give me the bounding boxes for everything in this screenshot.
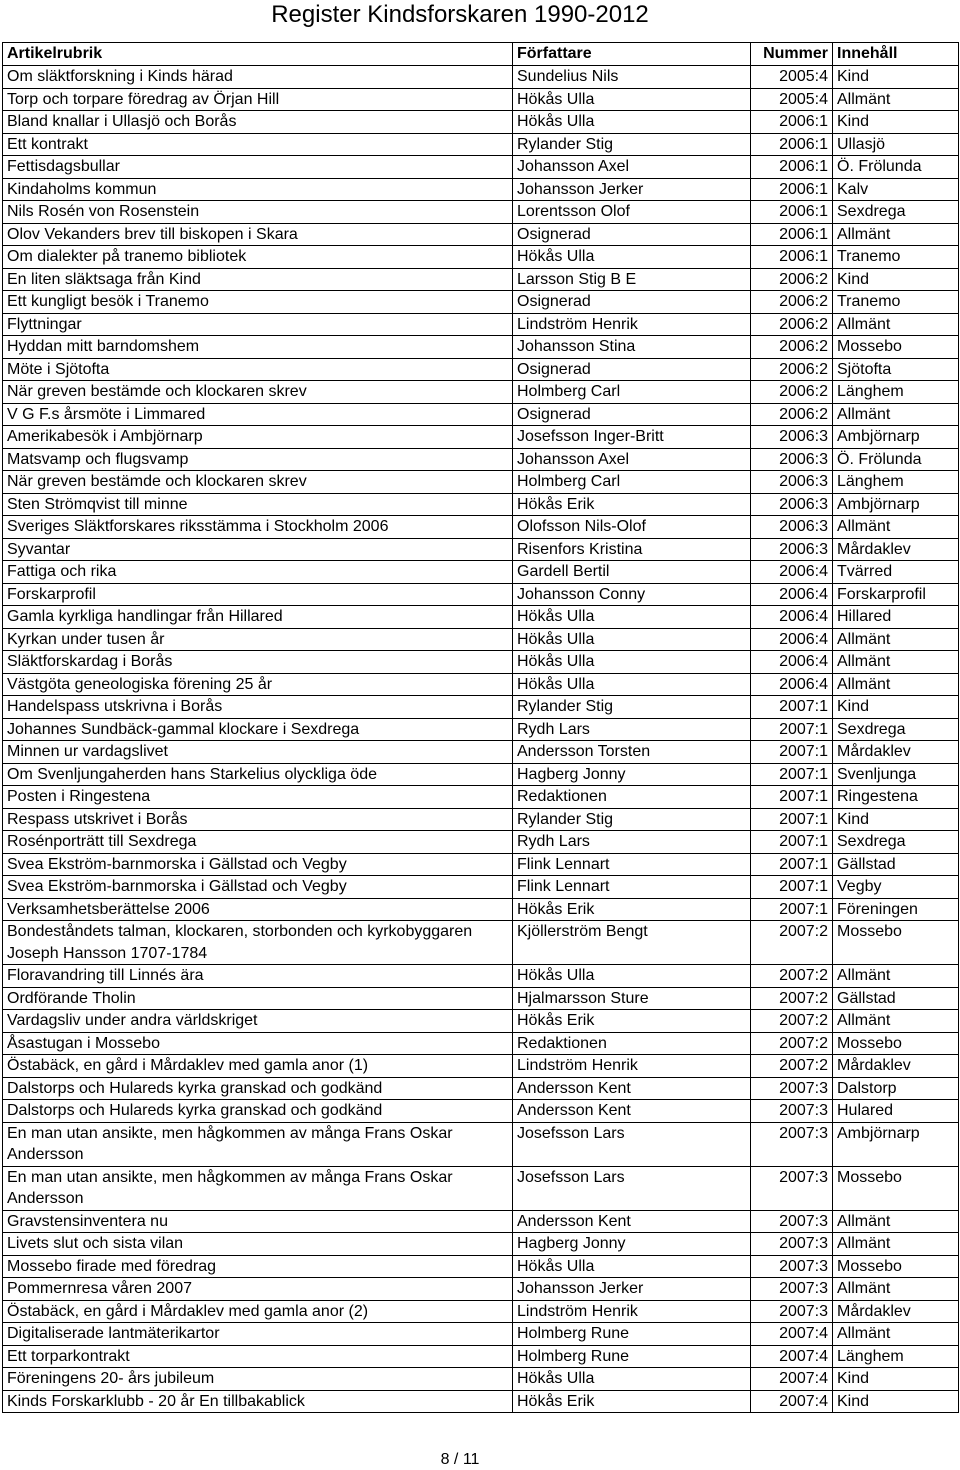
cell-forfattare: Johansson Stina [513, 336, 751, 359]
cell-artikelrubrik: När greven bestämde och klockaren skrev [3, 381, 513, 404]
cell-artikelrubrik: Johannes Sundbäck-gammal klockare i Sexdrega [3, 718, 513, 741]
cell-nummer: 2006:2 [751, 291, 833, 314]
table-row [3, 223, 959, 246]
table-row [3, 1323, 959, 1346]
cell-forfattare: Osignerad [513, 223, 751, 246]
cell-artikelrubrik: Flyttningar [3, 313, 513, 336]
cell-forfattare: Johansson Jerker [513, 178, 751, 201]
cell-innehall: Kind [833, 268, 959, 291]
cell-nummer: 2007:1 [751, 763, 833, 786]
cell-innehall: Länghem [833, 1345, 959, 1368]
cell-artikelrubrik: Verksamhetsberättelse 2006 [3, 898, 513, 921]
cell-innehall: Hulared [833, 1100, 959, 1123]
table-row [3, 313, 959, 336]
cell-innehall: Sexdrega [833, 201, 959, 224]
table-row [3, 66, 959, 89]
cell-nummer: 2007:4 [751, 1390, 833, 1413]
cell-forfattare: Josefsson Inger-Britt [513, 426, 751, 449]
cell-innehall: Allmänt [833, 1323, 959, 1346]
cell-artikelrubrik: Ett torparkontrakt [3, 1345, 513, 1368]
cell-nummer: 2006:4 [751, 628, 833, 651]
cell-artikelrubrik: Svea Ekström-barnmorska i Gällstad och Vegby [3, 876, 513, 899]
table-row [3, 1077, 959, 1100]
cell-artikelrubrik: Pommernresa våren 2007 [3, 1278, 513, 1301]
cell-nummer: 2007:4 [751, 1368, 833, 1391]
cell-forfattare: Hagberg Jonny [513, 763, 751, 786]
cell-forfattare: Hökås Ulla [513, 1255, 751, 1278]
cell-forfattare: Rydh Lars [513, 831, 751, 854]
cell-artikelrubrik: Möte i Sjötofta [3, 358, 513, 381]
cell-innehall: Ambjörnarp [833, 426, 959, 449]
cell-artikelrubrik: Västgöta geneologiska förening 25 år [3, 673, 513, 696]
cell-nummer: 2007:3 [751, 1300, 833, 1323]
table-row [3, 1166, 959, 1210]
cell-forfattare: Andersson Kent [513, 1210, 751, 1233]
table-row [3, 1032, 959, 1055]
cell-nummer: 2007:2 [751, 921, 833, 965]
table-row [3, 88, 959, 111]
cell-innehall: Ambjörnarp [833, 493, 959, 516]
cell-nummer: 2006:1 [751, 156, 833, 179]
cell-nummer: 2006:3 [751, 538, 833, 561]
cell-innehall: Allmänt [833, 516, 959, 539]
cell-nummer: 2006:4 [751, 561, 833, 584]
cell-innehall: Tranemo [833, 246, 959, 269]
cell-nummer: 2006:2 [751, 358, 833, 381]
cell-nummer: 2006:3 [751, 426, 833, 449]
cell-nummer: 2005:4 [751, 66, 833, 89]
cell-forfattare: Hökås Ulla [513, 651, 751, 674]
header-artikelrubrik: Artikelrubrik [3, 43, 513, 66]
cell-artikelrubrik: Kindaholms kommun [3, 178, 513, 201]
cell-nummer: 2007:2 [751, 965, 833, 988]
cell-innehall: Allmänt [833, 313, 959, 336]
cell-artikelrubrik: Torp och torpare föredrag av Örjan Hill [3, 88, 513, 111]
cell-nummer: 2006:2 [751, 381, 833, 404]
table-row [3, 516, 959, 539]
cell-innehall: Kind [833, 66, 959, 89]
table-row [3, 1345, 959, 1368]
cell-artikelrubrik: Syvantar [3, 538, 513, 561]
cell-forfattare: Josefsson Lars [513, 1122, 751, 1166]
table-row [3, 268, 959, 291]
table-row [3, 673, 959, 696]
table-row [3, 1255, 959, 1278]
table-row [3, 448, 959, 471]
cell-nummer: 2007:4 [751, 1345, 833, 1368]
cell-artikelrubrik: En man utan ansikte, men hågkommen av många Frans Oskar Andersson [3, 1122, 513, 1166]
cell-forfattare: Redaktionen [513, 786, 751, 809]
table-row [3, 628, 959, 651]
cell-innehall: Mossebo [833, 1166, 959, 1210]
cell-nummer: 2006:3 [751, 471, 833, 494]
table-row [3, 1010, 959, 1033]
cell-forfattare: Lindström Henrik [513, 1300, 751, 1323]
cell-artikelrubrik: Kinds Forskarklubb - 20 år En tillbakablick [3, 1390, 513, 1413]
cell-forfattare: Hökås Ulla [513, 965, 751, 988]
cell-forfattare: Hökås Ulla [513, 246, 751, 269]
cell-nummer: 2006:4 [751, 651, 833, 674]
cell-forfattare: Olofsson Nils-Olof [513, 516, 751, 539]
cell-forfattare: Flink Lennart [513, 876, 751, 899]
cell-nummer: 2006:1 [751, 223, 833, 246]
cell-forfattare: Hökås Ulla [513, 1368, 751, 1391]
cell-artikelrubrik: Sten Strömqvist till minne [3, 493, 513, 516]
cell-nummer: 2007:1 [751, 853, 833, 876]
cell-nummer: 2006:3 [751, 448, 833, 471]
table-row [3, 1122, 959, 1166]
cell-nummer: 2006:3 [751, 516, 833, 539]
cell-artikelrubrik: Dalstorps och Hulareds kyrka granskad och godkänd [3, 1100, 513, 1123]
cell-forfattare: Kjöllerström Bengt [513, 921, 751, 965]
cell-innehall: Gällstad [833, 987, 959, 1010]
table-row [3, 1278, 959, 1301]
cell-innehall: Ullasjö [833, 133, 959, 156]
cell-artikelrubrik: Fattiga och rika [3, 561, 513, 584]
cell-artikelrubrik: Om Svenljungaherden hans Starkelius olyckliga öde [3, 763, 513, 786]
header-innehall: Innehåll [833, 43, 959, 66]
header-nummer: Nummer [751, 43, 833, 66]
cell-forfattare: Josefsson Lars [513, 1166, 751, 1210]
cell-nummer: 2007:3 [751, 1278, 833, 1301]
table-row [3, 718, 959, 741]
table-row [3, 156, 959, 179]
cell-nummer: 2006:4 [751, 583, 833, 606]
table-row [3, 786, 959, 809]
cell-forfattare: Holmberg Rune [513, 1345, 751, 1368]
cell-artikelrubrik: När greven bestämde och klockaren skrev [3, 471, 513, 494]
cell-artikelrubrik: V G F.s årsmöte i Limmared [3, 403, 513, 426]
cell-innehall: Allmänt [833, 965, 959, 988]
cell-artikelrubrik: Amerikabesök i Ambjörnarp [3, 426, 513, 449]
cell-innehall: Mårdaklev [833, 538, 959, 561]
cell-forfattare: Hagberg Jonny [513, 1233, 751, 1256]
table-row [3, 606, 959, 629]
table-row [3, 583, 959, 606]
cell-nummer: 2005:4 [751, 88, 833, 111]
cell-innehall: Allmänt [833, 223, 959, 246]
cell-forfattare: Risenfors Kristina [513, 538, 751, 561]
cell-forfattare: Andersson Torsten [513, 741, 751, 764]
cell-innehall: Föreningen [833, 898, 959, 921]
table-row [3, 471, 959, 494]
cell-innehall: Mårdaklev [833, 1055, 959, 1078]
cell-artikelrubrik: Bland knallar i Ullasjö och Borås [3, 111, 513, 134]
cell-artikelrubrik: Östabäck, en gård i Mårdaklev med gamla anor (2) [3, 1300, 513, 1323]
cell-innehall: Svenljunga [833, 763, 959, 786]
cell-artikelrubrik: Bondeståndets talman, klockaren, storbonden och kyrkobyggaren Joseph Hansson 1707-1784 [3, 921, 513, 965]
table-row [3, 561, 959, 584]
table-row [3, 853, 959, 876]
cell-innehall: Kind [833, 111, 959, 134]
cell-forfattare: Osignerad [513, 358, 751, 381]
table-row [3, 538, 959, 561]
table-row [3, 246, 959, 269]
cell-innehall: Mossebo [833, 921, 959, 965]
cell-nummer: 2007:1 [751, 786, 833, 809]
cell-forfattare: Flink Lennart [513, 853, 751, 876]
cell-innehall: Tvärred [833, 561, 959, 584]
cell-innehall: Länghem [833, 381, 959, 404]
cell-innehall: Allmänt [833, 1010, 959, 1033]
cell-forfattare: Hökås Erik [513, 1390, 751, 1413]
cell-forfattare: Larsson Stig B E [513, 268, 751, 291]
table-row [3, 358, 959, 381]
table-row [3, 808, 959, 831]
cell-innehall: Forskarprofil [833, 583, 959, 606]
cell-innehall: Allmänt [833, 1233, 959, 1256]
cell-innehall: Ö. Frölunda [833, 448, 959, 471]
cell-nummer: 2006:3 [751, 493, 833, 516]
cell-forfattare: Holmberg Rune [513, 1323, 751, 1346]
table-row [3, 987, 959, 1010]
table-row [3, 1233, 959, 1256]
cell-forfattare: Redaktionen [513, 1032, 751, 1055]
cell-innehall: Mossebo [833, 1255, 959, 1278]
cell-forfattare: Lorentsson Olof [513, 201, 751, 224]
cell-forfattare: Johansson Axel [513, 156, 751, 179]
cell-forfattare: Johansson Jerker [513, 1278, 751, 1301]
cell-artikelrubrik: Vardagsliv under andra världskriget [3, 1010, 513, 1033]
cell-artikelrubrik: Ordförande Tholin [3, 987, 513, 1010]
cell-innehall: Mossebo [833, 336, 959, 359]
cell-innehall: Allmänt [833, 651, 959, 674]
cell-forfattare: Hökås Ulla [513, 673, 751, 696]
cell-forfattare: Rylander Stig [513, 808, 751, 831]
cell-artikelrubrik: Olov Vekanders brev till biskopen i Skara [3, 223, 513, 246]
cell-innehall: Ö. Frölunda [833, 156, 959, 179]
cell-innehall: Sjötofta [833, 358, 959, 381]
cell-artikelrubrik: Svea Ekström-barnmorska i Gällstad och Vegby [3, 853, 513, 876]
cell-nummer: 2007:3 [751, 1077, 833, 1100]
cell-innehall: Ambjörnarp [833, 1122, 959, 1166]
table-row [3, 741, 959, 764]
table-row [3, 336, 959, 359]
cell-artikelrubrik: Respass utskrivet i Borås [3, 808, 513, 831]
cell-innehall: Allmänt [833, 403, 959, 426]
cell-forfattare: Osignerad [513, 403, 751, 426]
cell-artikelrubrik: Ett kungligt besök i Tranemo [3, 291, 513, 314]
cell-innehall: Mossebo [833, 1032, 959, 1055]
cell-forfattare: Rydh Lars [513, 718, 751, 741]
cell-artikelrubrik: Floravandring till Linnés ära [3, 965, 513, 988]
cell-artikelrubrik: Åsastugan i Mossebo [3, 1032, 513, 1055]
table-row [3, 696, 959, 719]
cell-artikelrubrik: Minnen ur vardagslivet [3, 741, 513, 764]
cell-nummer: 2006:1 [751, 133, 833, 156]
cell-innehall: Dalstorp [833, 1077, 959, 1100]
cell-forfattare: Hökås Erik [513, 493, 751, 516]
table-body [3, 66, 959, 1413]
cell-artikelrubrik: Ett kontrakt [3, 133, 513, 156]
table-row [3, 1100, 959, 1123]
cell-forfattare: Hökås Ulla [513, 606, 751, 629]
cell-forfattare: Hökås Erik [513, 898, 751, 921]
cell-innehall: Vegby [833, 876, 959, 899]
cell-artikelrubrik: Nils Rosén von Rosenstein [3, 201, 513, 224]
cell-artikelrubrik: Kyrkan under tusen år [3, 628, 513, 651]
cell-nummer: 2006:2 [751, 403, 833, 426]
table-row [3, 178, 959, 201]
table-row [3, 1055, 959, 1078]
cell-nummer: 2007:1 [751, 898, 833, 921]
cell-forfattare: Hökås Ulla [513, 628, 751, 651]
cell-innehall: Mårdaklev [833, 741, 959, 764]
table-row [3, 201, 959, 224]
cell-innehall: Allmänt [833, 88, 959, 111]
cell-forfattare: Gardell Bertil [513, 561, 751, 584]
cell-innehall: Tranemo [833, 291, 959, 314]
cell-artikelrubrik: Östabäck, en gård i Mårdaklev med gamla anor (1) [3, 1055, 513, 1078]
cell-nummer: 2007:4 [751, 1323, 833, 1346]
cell-forfattare: Hökås Ulla [513, 111, 751, 134]
cell-artikelrubrik: Livets slut och sista vilan [3, 1233, 513, 1256]
page-title: Register Kindsforskaren 1990-2012 [271, 1, 649, 28]
table-row [3, 291, 959, 314]
cell-nummer: 2007:2 [751, 1010, 833, 1033]
cell-nummer: 2006:1 [751, 246, 833, 269]
table-row [3, 493, 959, 516]
table-row [3, 133, 959, 156]
cell-forfattare: Holmberg Carl [513, 471, 751, 494]
header-forfattare: Författare [513, 43, 751, 66]
cell-nummer: 2007:2 [751, 1032, 833, 1055]
cell-innehall: Allmänt [833, 673, 959, 696]
cell-nummer: 2006:4 [751, 606, 833, 629]
cell-nummer: 2007:3 [751, 1255, 833, 1278]
cell-artikelrubrik: Dalstorps och Hulareds kyrka granskad och godkänd [3, 1077, 513, 1100]
cell-forfattare: Sundelius Nils [513, 66, 751, 89]
cell-innehall: Kalv [833, 178, 959, 201]
cell-nummer: 2007:1 [751, 831, 833, 854]
cell-innehall: Allmänt [833, 628, 959, 651]
cell-forfattare: Lindström Henrik [513, 1055, 751, 1078]
cell-forfattare: Rylander Stig [513, 133, 751, 156]
cell-nummer: 2006:2 [751, 268, 833, 291]
table-row [3, 426, 959, 449]
cell-artikelrubrik: Om släktforskning i Kinds härad [3, 66, 513, 89]
cell-nummer: 2006:4 [751, 673, 833, 696]
table-row [3, 921, 959, 965]
cell-nummer: 2007:1 [751, 718, 833, 741]
cell-artikelrubrik: Gamla kyrkliga handlingar från Hillared [3, 606, 513, 629]
cell-nummer: 2007:3 [751, 1166, 833, 1210]
table-row [3, 898, 959, 921]
header-row [3, 43, 959, 66]
cell-forfattare: Johansson Axel [513, 448, 751, 471]
cell-nummer: 2006:2 [751, 336, 833, 359]
cell-innehall: Kind [833, 696, 959, 719]
cell-innehall: Allmänt [833, 1278, 959, 1301]
cell-innehall: Sexdrega [833, 718, 959, 741]
cell-artikelrubrik: Gravstensinventera nu [3, 1210, 513, 1233]
cell-nummer: 2006:2 [751, 313, 833, 336]
cell-nummer: 2007:1 [751, 808, 833, 831]
cell-artikelrubrik: Sveriges Släktforskares riksstämma i Stockholm 2006 [3, 516, 513, 539]
cell-forfattare: Osignerad [513, 291, 751, 314]
cell-artikelrubrik: Digitaliserade lantmäterikartor [3, 1323, 513, 1346]
cell-nummer: 2007:3 [751, 1233, 833, 1256]
table-row [3, 831, 959, 854]
cell-nummer: 2006:1 [751, 201, 833, 224]
cell-innehall: Sexdrega [833, 831, 959, 854]
cell-innehall: Kind [833, 1368, 959, 1391]
cell-artikelrubrik: Fettisdagsbullar [3, 156, 513, 179]
cell-artikelrubrik: Rosénporträtt till Sexdrega [3, 831, 513, 854]
cell-artikelrubrik: Handelspass utskrivna i Borås [3, 696, 513, 719]
cell-nummer: 2007:1 [751, 696, 833, 719]
cell-nummer: 2006:1 [751, 178, 833, 201]
cell-innehall: Gällstad [833, 853, 959, 876]
cell-forfattare: Lindström Henrik [513, 313, 751, 336]
cell-nummer: 2007:3 [751, 1210, 833, 1233]
cell-artikelrubrik: Posten i Ringestena [3, 786, 513, 809]
cell-nummer: 2007:2 [751, 1055, 833, 1078]
cell-nummer: 2007:1 [751, 876, 833, 899]
cell-artikelrubrik: Släktforskardag i Borås [3, 651, 513, 674]
cell-innehall: Kind [833, 808, 959, 831]
cell-innehall: Länghem [833, 471, 959, 494]
table-row [3, 1210, 959, 1233]
table-row [3, 1300, 959, 1323]
page-number: 8 / 11 [440, 1451, 480, 1468]
cell-artikelrubrik: Mossebo firade med föredrag [3, 1255, 513, 1278]
cell-forfattare: Hökås Ulla [513, 88, 751, 111]
cell-nummer: 2006:1 [751, 111, 833, 134]
cell-innehall: Hillared [833, 606, 959, 629]
cell-nummer: 2007:2 [751, 987, 833, 1010]
table-row [3, 763, 959, 786]
table-row [3, 381, 959, 404]
table-row [3, 965, 959, 988]
cell-artikelrubrik: Om dialekter på tranemo bibliotek [3, 246, 513, 269]
cell-innehall: Mårdaklev [833, 1300, 959, 1323]
cell-artikelrubrik: Forskarprofil [3, 583, 513, 606]
cell-innehall: Ringestena [833, 786, 959, 809]
table-row [3, 651, 959, 674]
cell-innehall: Kind [833, 1390, 959, 1413]
cell-artikelrubrik: En man utan ansikte, men hågkommen av många Frans Oskar Andersson [3, 1166, 513, 1210]
cell-forfattare: Hjalmarsson Sture [513, 987, 751, 1010]
cell-artikelrubrik: Föreningens 20- års jubileum [3, 1368, 513, 1391]
table-row [3, 1368, 959, 1391]
cell-forfattare: Johansson Conny [513, 583, 751, 606]
cell-nummer: 2007:1 [751, 741, 833, 764]
cell-forfattare: Andersson Kent [513, 1077, 751, 1100]
cell-forfattare: Hökås Erik [513, 1010, 751, 1033]
register-table [2, 42, 959, 1413]
cell-artikelrubrik: Matsvamp och flugsvamp [3, 448, 513, 471]
table-row [3, 1390, 959, 1413]
cell-forfattare: Holmberg Carl [513, 381, 751, 404]
cell-artikelrubrik: Hyddan mitt barndomshem [3, 336, 513, 359]
cell-nummer: 2007:3 [751, 1100, 833, 1123]
cell-artikelrubrik: En liten släktsaga från Kind [3, 268, 513, 291]
table-row [3, 876, 959, 899]
table-row [3, 111, 959, 134]
cell-forfattare: Rylander Stig [513, 696, 751, 719]
table-row [3, 403, 959, 426]
cell-forfattare: Andersson Kent [513, 1100, 751, 1123]
cell-nummer: 2007:3 [751, 1122, 833, 1166]
cell-innehall: Allmänt [833, 1210, 959, 1233]
